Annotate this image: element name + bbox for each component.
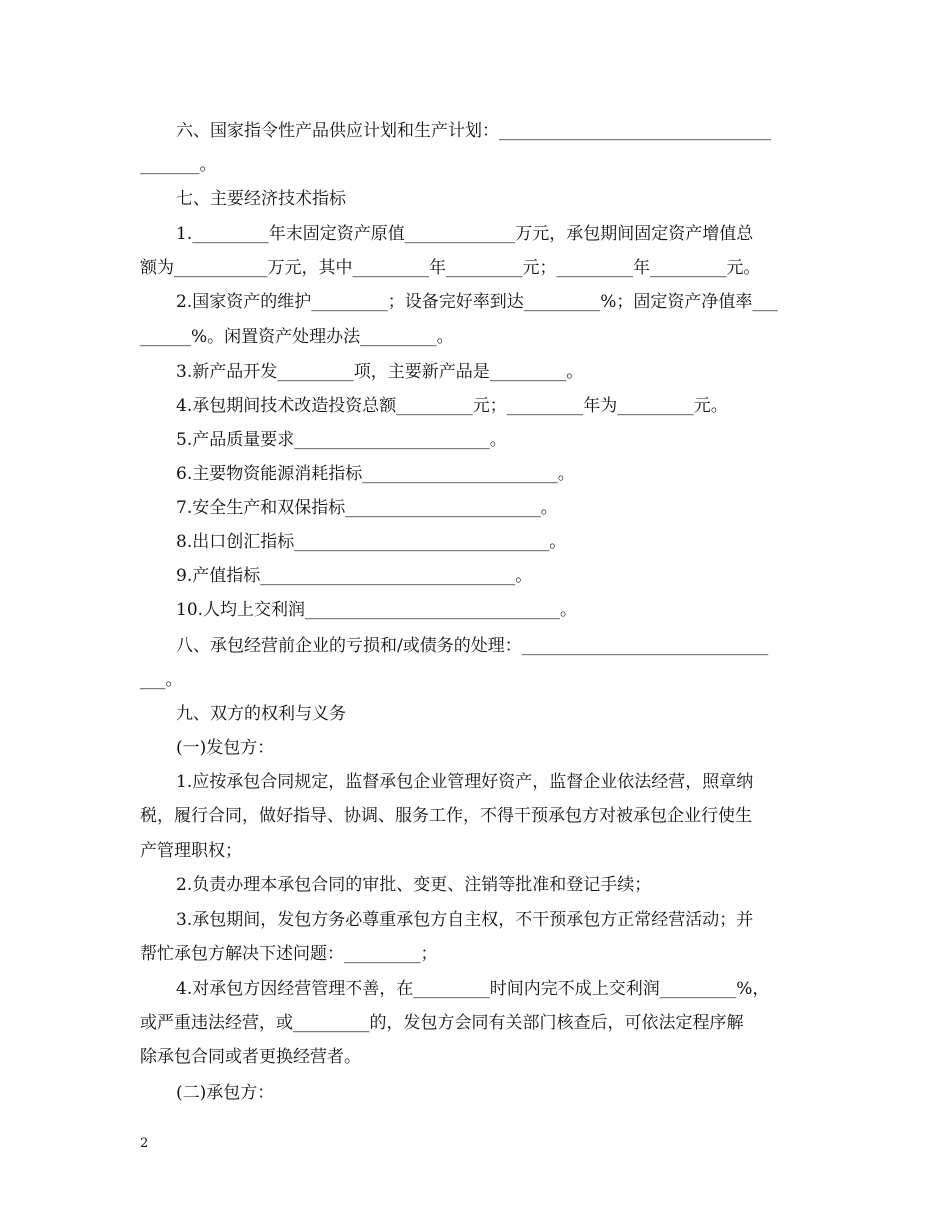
item-5: 5.产品质量要求_______________________。 [176,430,507,450]
duty-2: 2.负责办理本承包合同的审批、变更、注销等批准和登记手续； [176,875,652,895]
item-9: 9.产值指标______________________________。 [176,566,533,586]
duty-4-line-3: 除承包合同或者更换经营者。 [140,1047,361,1067]
item-6: 6.主要物资能源消耗指标_______________________。 [176,464,575,484]
item-4: 4.承包期间技术改造投资总额_________元；_________年为_________元。 [176,396,728,416]
item-2-line-2: ______%。闲置资产处理办法_________。 [140,327,454,347]
item-2-line-1: 2.国家资产的维护_________；设备完好率到达_________%；固定资产净值率___ [176,292,778,312]
section-6-heading: 六、国家指令性产品供应计划和生产计划：________________________________ [176,121,771,141]
item-7: 7.安全生产和双保指标_______________________。 [176,498,558,518]
item-1-line-1: 1._________年末固定资产原值_____________万元，承包期间固定资产增值总 [176,224,754,244]
duty-3-line-2: 帮忙承包方解决下述问题：_________； [140,944,438,964]
section-7-heading: 七、主要经济技术指标 [176,189,346,209]
duty-4-line-2: 或严重违法经营，或_________的，发包方会同有关部门核查后，可依法定程序解 [140,1013,744,1033]
item-10: 10.人均上交利润______________________________。 [176,600,578,620]
duty-4-line-1: 4.对承包方因经营管理不善，在_________时间内完不成上交利润_________%， [176,979,770,999]
duty-3-line-1: 3.承包期间，发包方务必尊重承包方自主权，不干预承包方正常经营活动；并 [176,910,754,930]
page-number: 2 [140,1136,149,1151]
duty-1-line-1: 1.应按承包合同规定，监督承包企业管理好资产，监督企业依法经营，照章纳 [176,772,754,792]
item-3: 3.新产品开发_________项，主要新产品是_________。 [176,362,584,382]
section-6-continuation: _______。 [140,155,217,175]
subsection-1-heading: (一)发包方： [176,738,275,758]
duty-1-line-3: 产管理职权； [140,841,242,861]
section-9-heading: 九、双方的权利与义务 [176,704,346,724]
section-8-continuation: ___。 [140,670,183,690]
item-1-line-2: 额为___________万元，其中_________年_________元；_________年_________元。 [140,258,761,278]
item-8: 8.出口创汇指标______________________________。 [176,532,567,552]
subsection-2-heading: (二)承包方： [176,1083,275,1103]
section-8-heading: 八、承包经营前企业的亏损和/或债务的处理：_____________________________ [176,636,769,656]
duty-1-line-2: 税，履行合同，做好指导、协调、服务工作，不得干预承包方对被承包企业行使生 [140,806,752,826]
